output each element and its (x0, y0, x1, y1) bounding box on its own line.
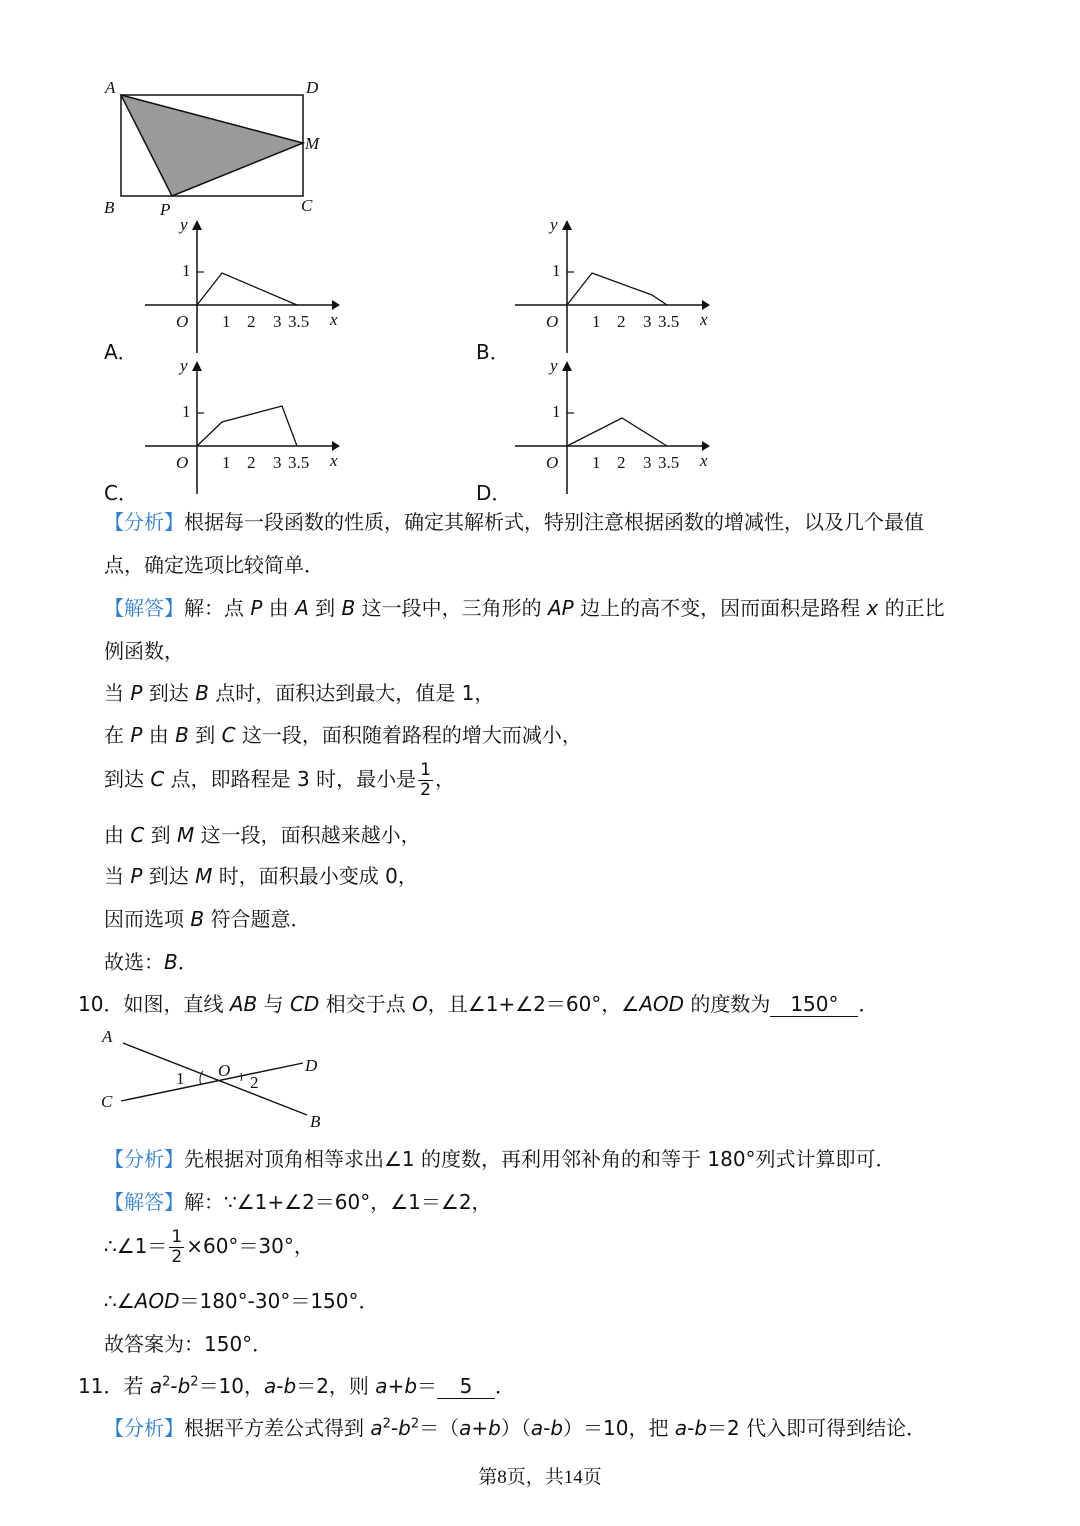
fraction-one-half: $\frac{1}{2}$ (171, 1227, 183, 1267)
y-tick-1: 1 (182, 402, 191, 421)
analysis-tag: 【分析】 (104, 1416, 184, 1440)
fig10-angle-2: 2 (250, 1073, 259, 1092)
q9-final-answer: 故选：B． (104, 950, 198, 974)
line-cd (121, 1063, 303, 1101)
fig10-angle-1: 1 (176, 1069, 185, 1088)
q9-solution-line-3: 当 P 到达 B 点时，面积达到最大，值是 1， (104, 681, 495, 705)
x-tick-1: 1 (592, 312, 601, 331)
x-tick-2: 2 (247, 453, 256, 472)
graph-option-b (510, 215, 720, 355)
intersecting-lines-figure (95, 1025, 335, 1135)
label-b: B (104, 198, 115, 217)
solution-tag: 【解答】 (104, 1190, 184, 1214)
page-footer: 第8页，共14页 (478, 1467, 602, 1488)
fig10-label-o: O (218, 1061, 231, 1080)
x-tick-3: 3 (643, 312, 652, 331)
q10-solution-line-2: ∴∠1＝ $\frac{1}{2}$ ×60°＝30°， (104, 1227, 314, 1267)
x-tick-2: 2 (617, 453, 626, 472)
q10-final-answer: 故答案为：150°． (104, 1332, 273, 1356)
graph-option-c (140, 356, 350, 496)
fig10-label-c: C (101, 1092, 113, 1111)
answer-blank: 150° (770, 992, 858, 1017)
x-axis-label: x (700, 451, 708, 470)
label-p: P (160, 200, 171, 219)
x-tick-1: 1 (222, 312, 231, 331)
x-tick-2: 2 (617, 312, 626, 331)
graph-c-curve (197, 406, 297, 446)
origin-label: O (176, 312, 189, 331)
graph-b-axes (510, 215, 720, 355)
y-tick-1: 1 (552, 402, 561, 421)
y-axis-label: y (550, 215, 558, 234)
graph-option-a (140, 215, 350, 355)
label-a: A (105, 78, 116, 97)
q9-solution-line-5: 到达 C 点，即路程是 3 时，最小是 $\frac{1}{2}$ ， (104, 760, 455, 800)
option-a-label: A． (104, 340, 138, 364)
x-axis-label: x (330, 451, 338, 470)
x-tick-3: 3 (273, 312, 282, 331)
q10-solution-line-1: 【解答】解：∵∠1+∠2＝60°，∠1＝∠2， (104, 1190, 492, 1214)
label-d: D (306, 78, 319, 97)
y-axis-label: y (550, 356, 558, 375)
fig10-label-a: A (102, 1027, 113, 1046)
q10-analysis: 【分析】先根据对顶角相等求出∠1 的度数，再利用邻补角的和等于 180°列式计算即可． (104, 1147, 896, 1171)
fig10-label-d: D (305, 1056, 318, 1075)
graph-a-axes (140, 215, 350, 355)
y-tick-1: 1 (552, 261, 561, 280)
graph-option-d (510, 356, 720, 496)
q9-solution-line-2: 例函数， (104, 639, 184, 663)
answer-blank: 5 (437, 1374, 495, 1399)
x-tick-3: 3 (643, 453, 652, 472)
fig10-label-b: B (310, 1112, 321, 1131)
question-number: 11． (78, 1374, 124, 1398)
option-d-label: D． (476, 481, 512, 505)
x-axis-label: x (700, 310, 708, 329)
x-tick-3-5: 3.5 (288, 453, 310, 472)
option-c-label: C． (104, 481, 138, 505)
q11-stem: 11．若 $a^2-b^2=10$，a-b＝2，则 a+b＝ 5 ． (78, 1374, 516, 1398)
graph-d-axes (510, 356, 720, 496)
q10-stem: 10．如图，直线 AB 与 CD 相交于点 O，且∠1+∠2＝60°，∠AOD 的度数为 150° ． (78, 992, 879, 1016)
q11-analysis: 【分析】根据平方差公式得到 $a^2-b^2=(a+b)(a-b)=10$，把 a-b＝2 代入即可得到结论． (104, 1416, 927, 1440)
origin-label: O (546, 312, 559, 331)
x-axis-label: x (330, 310, 338, 329)
graph-a-curve (197, 273, 297, 305)
origin-label: O (176, 453, 189, 472)
q9-solution-line-7: 当 P 到达 M 时，面积最小变成 0， (104, 864, 418, 888)
analysis-tag: 【分析】 (104, 1147, 184, 1171)
x-tick-3-5: 3.5 (658, 453, 680, 472)
graph-d-curve (567, 418, 667, 446)
q9-solution-line-8: 因而选项 B 符合题意． (104, 907, 311, 931)
q10-solution-line-3: ∴∠AOD＝180°-30°＝150°． (104, 1289, 379, 1313)
y-axis-label: y (180, 215, 188, 234)
line-ab (123, 1043, 307, 1115)
q9-solution-line-6: 由 C 到 M 这一段，面积越来越小， (104, 823, 421, 847)
y-axis-label: y (180, 356, 188, 375)
label-m: M (305, 134, 320, 153)
x-tick-3: 3 (273, 453, 282, 472)
q9-analysis-line-2: 点，确定选项比较简单． (104, 553, 324, 577)
graph-c-axes (140, 356, 350, 496)
option-b-label: B． (476, 340, 510, 364)
x-tick-3-5: 3.5 (288, 312, 310, 331)
label-c: C (301, 196, 313, 215)
fraction-one-half: $\frac{1}{2}$ (420, 760, 431, 800)
x-tick-1: 1 (592, 453, 601, 472)
origin-label: O (546, 453, 559, 472)
q9-solution-line-4: 在 P 由 B 到 C 这一段，面积随着路程的增大而减小， (104, 723, 582, 747)
x-tick-3-5: 3.5 (658, 312, 680, 331)
y-tick-1: 1 (182, 261, 191, 280)
x-tick-1: 1 (222, 453, 231, 472)
solution-tag: 【解答】 (104, 596, 184, 620)
x-tick-2: 2 (247, 312, 256, 331)
shaded-triangle-apm (121, 95, 303, 196)
question-number: 10． (78, 992, 124, 1016)
q9-solution-line-1: 【解答】解：点 P 由 A 到 B 这一段中，三角形的 AP 边上的高不变，因而面积是路程 x 的正比 (104, 596, 945, 620)
analysis-tag: 【分析】 (104, 510, 184, 534)
q9-analysis-line-1: 【分析】根据每一段函数的性质，确定其解析式，特别注意根据函数的增减性，以及几个最值 (104, 510, 924, 534)
graph-b-curve (567, 273, 667, 305)
